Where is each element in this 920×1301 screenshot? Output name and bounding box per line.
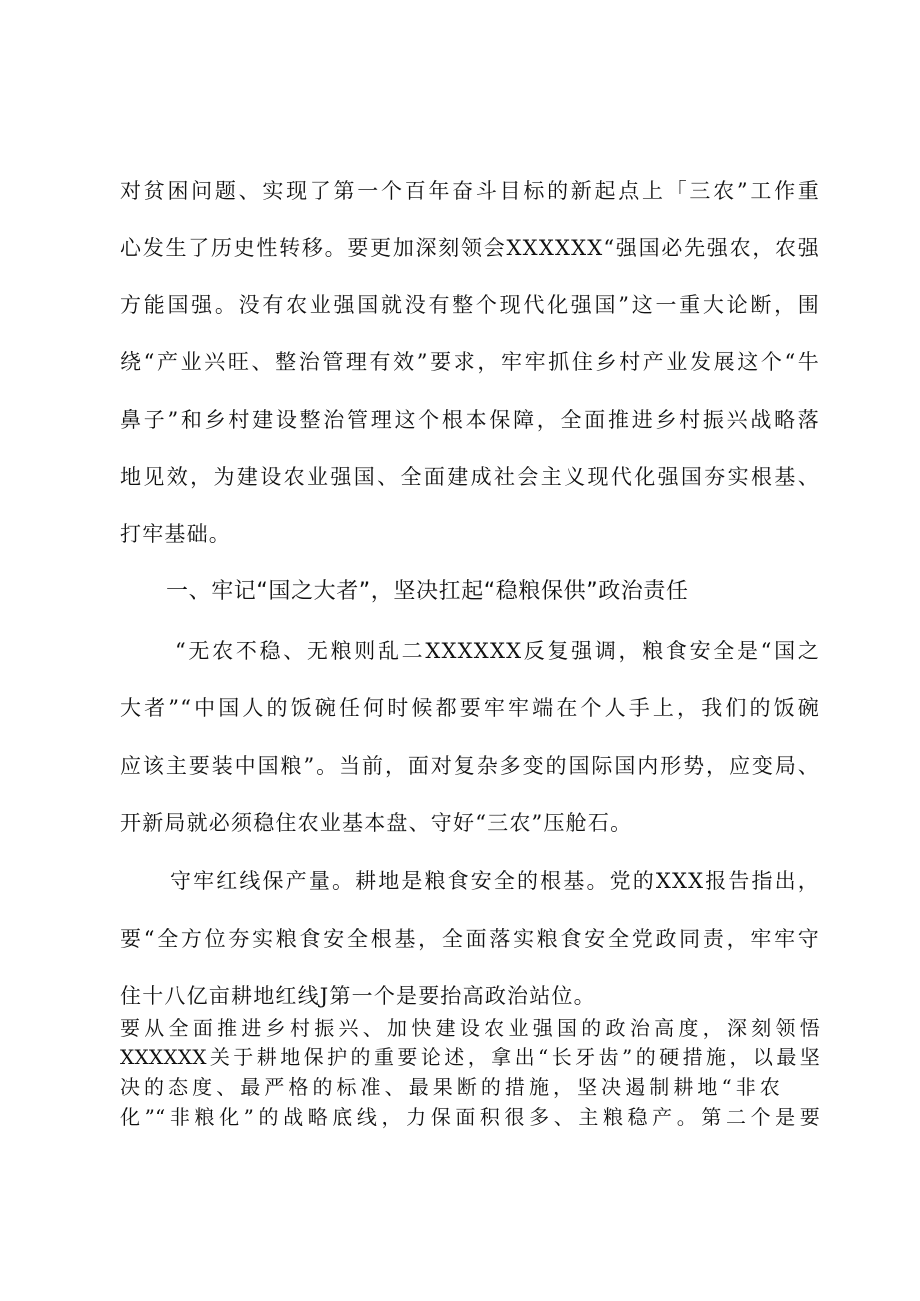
para3-line-3: 住十八亿亩耕地红线J第一个是要抬高政治站位。	[120, 984, 596, 1008]
intro-line-2: 心发生了历史性转移。要更加深刻领会XXXXXX“强国必先强农，农强	[120, 236, 820, 260]
para4-line-3: 决的态度、最严格的标准、最果断的措施，坚决遏制耕地“非农	[120, 1075, 780, 1099]
section-heading: 一、牢记“国之大者”，坚决扛起“稳粮保供”政治责任	[166, 579, 689, 604]
intro-line-7: 打牢基础。	[120, 522, 231, 546]
para4-line-2: XXXXXX关于耕地保护的重要论述，拿出“长牙齿”的硬措施，以最坚	[120, 1045, 820, 1069]
para3-line-1: 守牢红线保产量。耕地是粮食安全的根基。党的XXX报告指出，	[170, 869, 820, 893]
para2-line-4: 开新局就必须稳住农业基本盘、守好“三农”压舱石。	[120, 811, 633, 835]
intro-line-6: 地见效，为建设农业强国、全面建成社会主义现代化强国夯实根基、	[120, 465, 820, 489]
para4-line-4: 化”“非粮化”的战略底线，力保面积很多、主粮稳产。第二个是要	[120, 1105, 820, 1129]
para2-line-3: 应该主要装中国粮”。当前，面对复杂多变的国际国内形势，应变局、	[120, 754, 820, 778]
para3-line-2: 要“全方位夯实粮食安全根基，全面落实粮食安全党政同责，牢牢守	[120, 927, 820, 951]
intro-line-4: 绕“产业兴旺、整治管理有效”要求，牢牢抓住乡村产业发展这个“牛	[120, 350, 820, 374]
intro-line-5: 鼻子”和乡村建设整治管理这个根本保障，全面推进乡村振兴战略落	[120, 408, 820, 432]
intro-line-1: 对贫困问题、实现了第一个百年奋斗目标的新起点上「三农”工作重	[120, 179, 820, 203]
para4-line-1: 要从全面推进乡村振兴、加快建设农业强国的政治高度，深刻领悟	[120, 1016, 820, 1040]
para2-line-1: “无农不稳、无粮则乱二XXXXXX反复强调，粮食安全是“国之	[175, 639, 820, 663]
para2-line-2: 大者”“中国人的饭碗任何时候都要牢牢端在个人手上，我们的饭碗	[120, 696, 820, 720]
intro-line-3: 方能国强。没有农业强国就没有整个现代化强国”这一重大论断，围	[120, 293, 820, 317]
